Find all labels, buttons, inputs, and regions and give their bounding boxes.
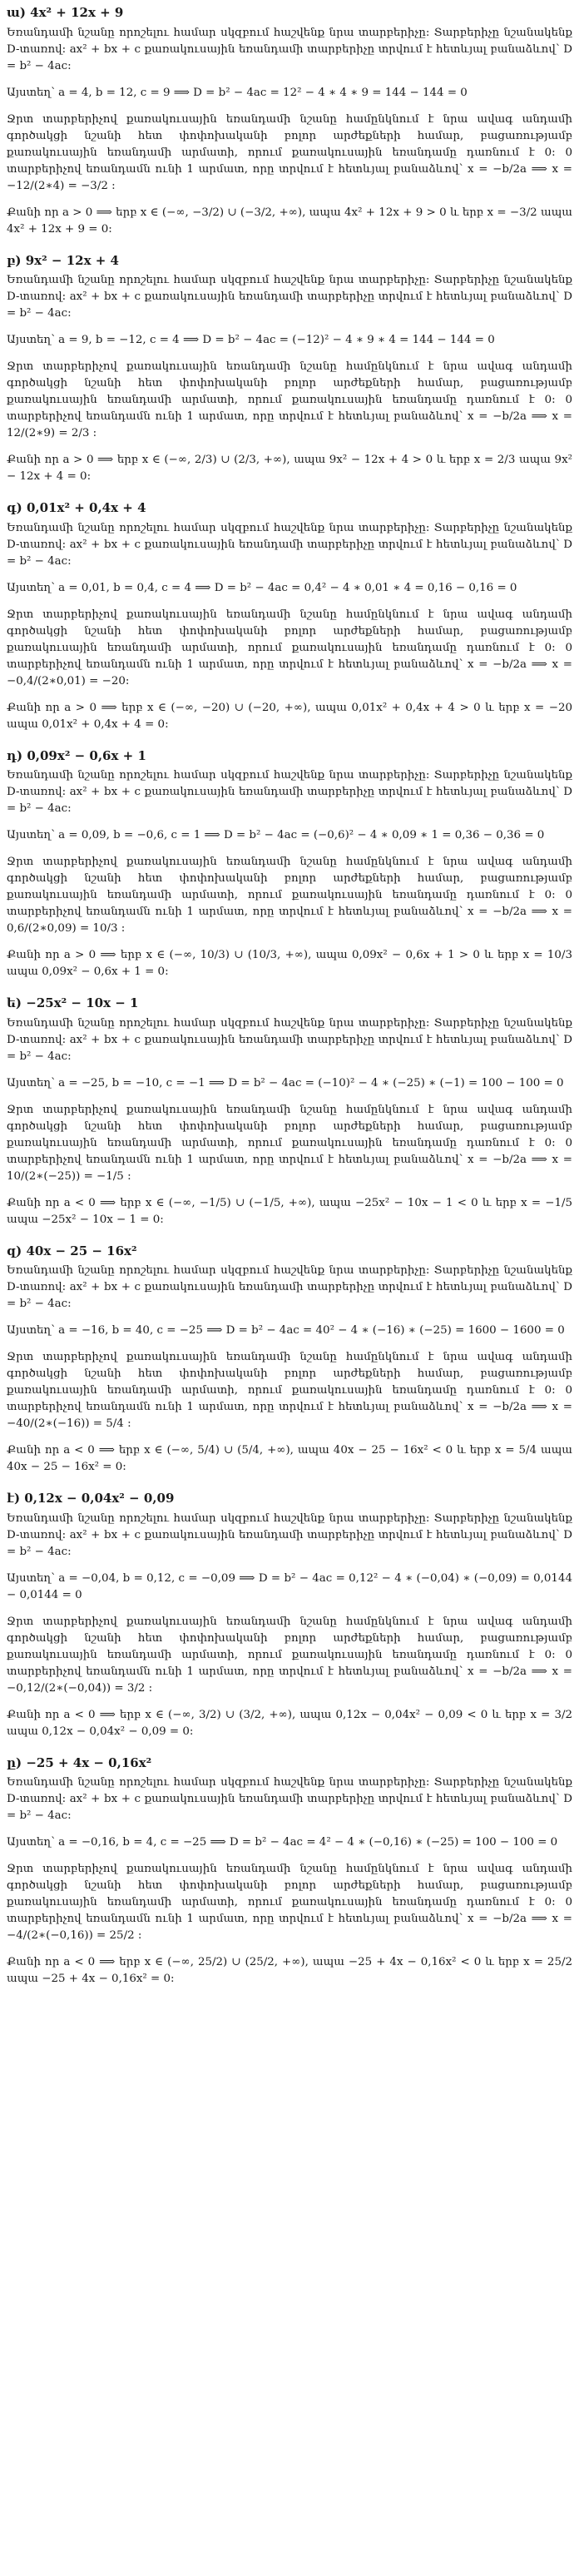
conclusion-paragraph: Քանի որ a < 0 ⟹ երբ x ∈ (−∞, −1/5) ∪ (−1/5, +∞), ապա −25x² − 10x − 1 < 0 և երբ x = −1/5 ապա −25x² − 10x − 1 = 0: [7, 1196, 572, 1226]
section-title: դ) 0,09x² − 0,6x + 1 [7, 747, 146, 763]
conclusion-paragraph: Քանի որ a > 0 ⟹ երբ x ∈ (−∞, 10/3) ∪ (10/3, +∞), ապա 0,09x² − 0,6x + 1 > 0 և երբ x = 10/3 ապա 0,09x² − 0,6x + 1 = 0: [7, 949, 572, 978]
calculation-paragraph: Այստեղ՝ a = 0,01, b = 0,4, c = 4 ⟹ D = b² − 4ac = 0,4² − 4 ∗ 0,01 ∗ 4 = 0,16 − 0,16 = 0 [7, 581, 517, 594]
theory-paragraph: Ջրտ տարբերիչով քառակուսային եռանդամի նշանը համընկնում է նրա ավագ անդամի գործակցի նշանի հետ փոփոխականի բոլոր արժեքների համար, բացառությամբ քառակուսային եռանդամի արմատի, որում քառակուսային եռանդամը դառնում է 0: 0 տարբերիչով եռանդամն ունի 1 արմատ, որը տրվում է հետևյալ բանաձևով՝ x = −b/2a ⟹ x = −40/(2∗(−16)) = 5/4 : [7, 1351, 572, 1430]
section-d [7, 743, 572, 981]
conclusion-paragraph: Քանի որ a > 0 ⟹ երբ x ∈ (−∞, −3/2) ∪ (−3/2, +∞), ապա 4x² + 12x + 9 > 0 և երբ x = −3/2 ապա 4x² + 12x + 9 = 0: [7, 206, 572, 236]
section-title: զ) 40x − 25 − 16x² [7, 1243, 137, 1258]
conclusion-paragraph: Քանի որ a > 0 ⟹ երբ x ∈ (−∞, 2/3) ∪ (2/3, +∞), ապա 9x² − 12x + 4 > 0 և երբ x = 2/3 ապա 9x² − 12x + 4 = 0: [7, 454, 572, 483]
conclusion-paragraph: Քանի որ a < 0 ⟹ երբ x ∈ (−∞, 25/2) ∪ (25/2, +∞), ապա −25 + 4x − 0,16x² < 0 և երբ x = 25/2 ապա −25 + 4x − 0,16x² = 0: [7, 1956, 572, 1985]
section-b [7, 248, 572, 486]
section-a [7, 0, 572, 238]
theory-paragraph: Ջրտ տարբերիչով քառակուսային եռանդամի նշանը համընկնում է նրա ավագ անդամի գործակցի նշանի հետ փոփոխականի բոլոր արժեքների համար, բացառությամբ քառակուսային եռանդամի արմատի, որում քառակուսային եռանդամը դառնում է 0: 0 տարբերիչով եռանդամն ունի 1 արմատ, որը տրվում է հետևյալ բանաձևով՝ x = −b/2a ⟹ x = −4/(2∗(−0,16)) = 25/2 : [7, 1863, 572, 1942]
intro-paragraph: Եռանդամի նշանը որոշելու համար սկզբում հաշվենք նրա տարբերիչը: Տարբերիչը նշանակենք D-տառով: ax² + bx + c քառակուսային եռանդամի տարբերիչը տրվում է հետևյալ բանաձևով՝ D = b² − 4ac: [7, 769, 572, 815]
section-title: ը) −25 + 4x − 0,16x² [7, 1755, 152, 1770]
section-title: բ) 9x² − 12x + 4 [7, 252, 119, 268]
theory-paragraph: Ջրտ տարբերիչով քառակուսային եռանդամի նշանը համընկնում է նրա ավագ անդամի գործակցի նշանի հետ փոփոխականի բոլոր արժեքների համար, բացառությամբ քառակուսային եռանդամի արմատի, որում քառակուսային եռանդամը դառնում է 0: 0 տարբերիչով եռանդամն ունի 1 արմատ, որը տրվում է հետևյալ բանաձևով՝ x = −b/2a ⟹ x = 12/(2∗9) = 2/3 : [7, 360, 572, 439]
calculation-paragraph: Այստեղ՝ a = −25, b = −10, c = −1 ⟹ D = b² − 4ac = (−10)² − 4 ∗ (−25) ∗ (−1) = 100 − 100 = 0 [7, 1076, 564, 1089]
calculation-paragraph: Այստեղ՝ a = −0,16, b = 4, c = −25 ⟹ D = b² − 4ac = 4² − 4 ∗ (−0,16) ∗ (−25) = 100 − 100 = 0 [7, 1836, 558, 1849]
intro-paragraph: Եռանդամի նշանը որոշելու համար սկզբում հաշվենք նրա տարբերիչը: Տարբերիչը նշանակենք D-տառով: ax² + bx + c քառակուսային եռանդամի տարբերիչը տրվում է հետևյալ բանաձևով՝ D = b² − 4ac: [7, 1016, 572, 1063]
calculation-paragraph: Այստեղ՝ a = 9, b = −12, c = 4 ⟹ D = b² − 4ac = (−12)² − 4 ∗ 9 ∗ 4 = 144 − 144 = 0 [7, 334, 495, 346]
section-title: գ) 0,01x² + 0,4x + 4 [7, 500, 146, 515]
intro-paragraph: Եռանդամի նշանը որոշելու համար սկզբում հաշվենք նրա տարբերիչը: Տարբերիչը նշանակենք D-տառով: ax² + bx + c քառակուսային եռանդամի տարբերիչը տրվում է հետևյալ բանաձևով՝ D = b² − 4ac: [7, 1264, 572, 1310]
intro-paragraph: Եռանդամի նշանը որոշելու համար սկզբում հաշվենք նրա տարբերիչը: Տարբերիչը նշանակենք D-տառով: ax² + bx + c քառակուսային եռանդամի տարբերիչը տրվում է հետևյալ բանաձևով՝ D = b² − 4ac: [7, 26, 572, 72]
conclusion-paragraph: Քանի որ a > 0 ⟹ երբ x ∈ (−∞, −20) ∪ (−20, +∞), ապա 0,01x² + 0,4x + 4 > 0 և երբ x = −20 ապա 0,01x² + 0,4x + 4 = 0: [7, 701, 572, 731]
intro-paragraph: Եռանդամի նշանը որոշելու համար սկզբում հաշվենք նրա տարբերիչը: Տարբերիչը նշանակենք D-տառով: ax² + bx + c քառակուսային եռանդամի տարբերիչը տրվում է հետևյալ բանաձևով՝ D = b² − 4ac: [7, 1776, 572, 1822]
conclusion-paragraph: Քանի որ a < 0 ⟹ երբ x ∈ (−∞, 5/4) ∪ (5/4, +∞), ապա 40x − 25 − 16x² < 0 և երբ x = 5/4 ապա 40x − 25 − 16x² = 0: [7, 1444, 572, 1473]
section-e2 [7, 1486, 572, 1740]
section-e [7, 990, 572, 1228]
calculation-paragraph: Այստեղ՝ a = −16, b = 40, c = −25 ⟹ D = b² − 4ac = 40² − 4 ∗ (−16) ∗ (−25) = 1600 − 1600 = 0 [7, 1324, 565, 1337]
section-title: ե) −25x² − 10x − 1 [7, 995, 139, 1010]
section-g [7, 495, 572, 733]
theory-paragraph: Ջրտ տարբերիչով քառակուսային եռանդամի նշանը համընկնում է նրա ավագ անդամի գործակցի նշանի հետ փոփոխականի բոլոր արժեքների համար, բացառությամբ քառակուսային եռանդամի արմատի, որում քառակուսային եռանդամը դառնում է 0: 0 տարբերիչով եռանդամն ունի 1 արմատ, որը տրվում է հետևյալ բանաձևով՝ x = −b/2a ⟹ x = 0,6/(2∗0,09) = 10/3 : [7, 856, 572, 935]
section-title: ա) 4x² + 12x + 9 [7, 5, 124, 20]
intro-paragraph: Եռանդամի նշանը որոշելու համար սկզբում հաշվենք նրա տարբերիչը: Տարբերիչը նշանակենք D-տառով: ax² + bx + c քառակուսային եռանդամի տարբերիչը տրվում է հետևյալ բանաձևով՝ D = b² − 4ac: [7, 1511, 572, 1558]
intro-paragraph: Եռանդամի նշանը որոշելու համար սկզբում հաշվենք նրա տարբերիչը: Տարբերիչը նշանակենք D-տառով: ax² + bx + c քառակուսային եռանդամի տարբերիչը տրվում է հետևյալ բանաձևով՝ D = b² − 4ac: [7, 274, 572, 320]
theory-paragraph: Ջրտ տարբերիչով քառակուսային եռանդամի նշանը համընկնում է նրա ավագ անդամի գործակցի նշանի հետ փոփոխականի բոլոր արժեքների համար, բացառությամբ քառակուսային եռանդամի արմատի, որում քառակուսային եռանդամը դառնում է 0: 0 տարբերիչով եռանդամն ունի 1 արմատ, որը տրվում է հետևյալ բանաձևով՝ x = −b/2a ⟹ x = −12/(2∗4) = −3/2 : [7, 112, 572, 192]
intro-paragraph: Եռանդամի նշանը որոշելու համար սկզբում հաշվենք նրա տարբերիչը: Տարբերիչը նշանակենք D-տառով: ax² + bx + c քառակուսային եռանդամի տարբերիչը տրվում է հետևյալ բանաձևով՝ D = b² − 4ac: [7, 521, 572, 568]
theory-paragraph: Ջրտ տարբերիչով քառակուսային եռանդամի նշանը համընկնում է նրա ավագ անդամի գործակցի նշանի հետ փոփոխականի բոլոր արժեքների համար, բացառությամբ քառակուսային եռանդամի արմատի, որում քառակուսային եռանդամը դառնում է 0: 0 տարբերիչով եռանդամն ունի 1 արմատ, որը տրվում է հետևյալ բանաձևով՝ x = −b/2a ⟹ x = −0,4/(2∗0,01) = −20: [7, 608, 572, 687]
theory-paragraph: Ջրտ տարբերիչով քառակուսային եռանդամի նշանը համընկնում է նրա ավագ անդամի գործակցի նշանի հետ փոփոխականի բոլոր արժեքների համար, բացառությամբ քառակուսային եռանդամի արմատի, որում քառակուսային եռանդամը դառնում է 0: 0 տարբերիչով եռանդամն ունի 1 արմատ, որը տրվում է հետևյալ բանաձևով՝ x = −b/2a ⟹ x = −0,12/(2∗(−0,04)) = 3/2 : [7, 1615, 572, 1695]
calculation-paragraph: Այստեղ՝ a = 4, b = 12, c = 9 ⟹ D = b² − 4ac = 12² − 4 ∗ 4 ∗ 9 = 144 − 144 = 0 [7, 86, 468, 99]
conclusion-paragraph: Քանի որ a < 0 ⟹ երբ x ∈ (−∞, 3/2) ∪ (3/2, +∞), ապա 0,12x − 0,04x² − 0,09 < 0 և երբ x = 3/2 ապա 0,12x − 0,04x² − 0,09 = 0: [7, 1708, 572, 1738]
calculation-paragraph: Այստեղ՝ a = −0,04, b = 0,12, c = −0,09 ⟹ D = b² − 4ac = 0,12² − 4 ∗ (−0,04) ∗ (−0,09) = 0,0144 − 0,0144 = 0 [7, 1571, 572, 1601]
calculation-paragraph: Այստեղ՝ a = 0,09, b = −0,6, c = 1 ⟹ D = b² − 4ac = (−0,6)² − 4 ∗ 0,09 ∗ 1 = 0,36 − 0,36 = 0 [7, 829, 545, 841]
section-z [7, 1238, 572, 1477]
section-title: է) 0,12x − 0,04x² − 0,09 [7, 1491, 175, 1506]
theory-paragraph: Ջրտ տարբերիչով քառակուսային եռանդամի նշանը համընկնում է նրա ավագ անդամի գործակցի նշանի հետ փոփոխականի բոլոր արժեքների համար, բացառությամբ քառակուսային եռանդամի արմատի, որում քառակուսային եռանդամը դառնում է 0: 0 տարբերիչով եռանդամն ունի 1 արմատ, որը տրվում է հետևյալ բանաձևով՝ x = −b/2a ⟹ x = 10/(2∗(−25)) = −1/5 : [7, 1103, 572, 1183]
section-y [7, 1750, 572, 1988]
